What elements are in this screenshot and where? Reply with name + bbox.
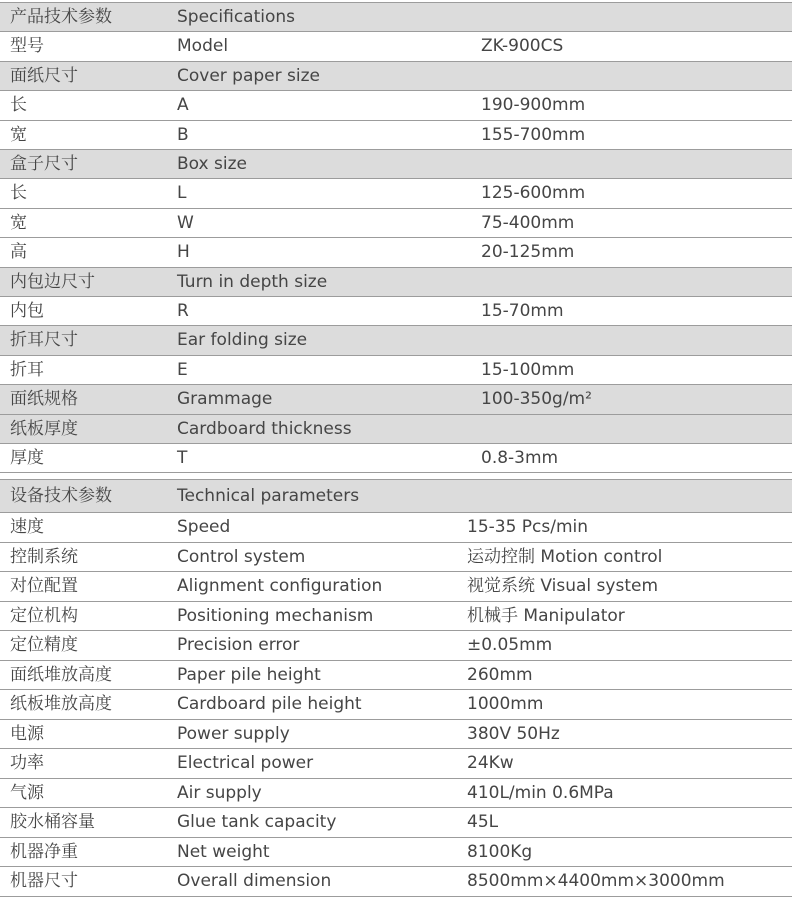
- table-row: [0, 719, 792, 749]
- cell-value: 75-400mm: [481, 212, 575, 233]
- cell-english-label: Positioning mechanism: [177, 605, 374, 626]
- cell-value: 15-35 Pcs/min: [467, 517, 589, 537]
- cell-english-label: Electrical power: [177, 753, 314, 773]
- cell-english-label: Cardboard pile height: [177, 694, 362, 714]
- cell-chinese-label: 定位机构: [10, 605, 78, 626]
- table-row: [0, 778, 792, 808]
- cell-chinese-label: 对位配置: [10, 576, 78, 596]
- cell-chinese-label: 设备技术参数: [10, 486, 112, 506]
- table-row: [0, 355, 792, 384]
- cell-value: 20-125mm: [481, 242, 575, 263]
- cell-english-label: T: [177, 448, 188, 468]
- table-row: [0, 208, 792, 237]
- cell-chinese-label: 产品技术参数: [10, 7, 112, 27]
- cell-english-label: Net weight: [177, 841, 270, 862]
- cell-english-label: Ear folding size: [177, 330, 308, 351]
- cell-english-label: Glue tank capacity: [177, 812, 337, 832]
- section-header-row: [0, 267, 792, 296]
- cell-english-label: H: [177, 242, 190, 263]
- cell-value: ±0.05mm: [467, 635, 553, 655]
- cell-chinese-label: 面纸堆放高度: [10, 664, 112, 685]
- table-row: [0, 866, 792, 896]
- table-bottom-border: [0, 896, 792, 897]
- section-header-row: [0, 149, 792, 178]
- cell-chinese-label: 纸板厚度: [10, 418, 78, 439]
- cell-english-label: Cover paper size: [177, 65, 320, 86]
- cell-english-label: Cardboard thickness: [177, 418, 352, 439]
- table-row: [0, 807, 792, 837]
- cell-chinese-label: 速度: [10, 517, 44, 537]
- cell-value: 运动控制 Motion control: [467, 546, 663, 567]
- cell-value: ZK-900CS: [481, 36, 564, 57]
- table-row: [0, 601, 792, 631]
- cell-chinese-label: 内包边尺寸: [10, 271, 95, 292]
- table-row: [0, 571, 792, 601]
- cell-english-label: R: [177, 301, 189, 321]
- cell-chinese-label: 机器尺寸: [10, 871, 78, 891]
- cell-english-label: Speed: [177, 517, 231, 537]
- section-divider: [0, 472, 792, 473]
- cell-value: 380V 50Hz: [467, 723, 560, 744]
- cell-english-label: B: [177, 124, 189, 145]
- cell-english-label: Control system: [177, 546, 306, 567]
- cell-chinese-label: 面纸尺寸: [10, 65, 78, 86]
- section-header-row: [0, 384, 792, 413]
- cell-english-label: Specifications: [177, 7, 296, 27]
- cell-chinese-label: 电源: [10, 723, 44, 744]
- cell-english-label: L: [177, 183, 187, 204]
- cell-chinese-label: 长: [10, 95, 27, 116]
- cell-english-label: A: [177, 95, 189, 116]
- cell-chinese-label: 控制系统: [10, 546, 78, 567]
- table-row: [0, 178, 792, 207]
- cell-english-label: Model: [177, 36, 229, 57]
- cell-value: 260mm: [467, 664, 533, 685]
- cell-value: 机械手 Manipulator: [467, 605, 625, 626]
- cell-chinese-label: 型号: [10, 36, 44, 57]
- cell-value: 24Kw: [467, 753, 514, 773]
- section-header-row: [0, 2, 792, 31]
- cell-chinese-label: 内包: [10, 301, 44, 321]
- cell-english-label: Power supply: [177, 723, 290, 744]
- table-row: [0, 512, 792, 542]
- cell-english-label: Precision error: [177, 635, 300, 655]
- cell-value: 155-700mm: [481, 124, 586, 145]
- table-row: [0, 660, 792, 690]
- cell-value: 8500mm×4400mm×3000mm: [467, 871, 725, 891]
- cell-english-label: Paper pile height: [177, 664, 321, 685]
- cell-chinese-label: 宽: [10, 212, 27, 233]
- table-row: [0, 542, 792, 572]
- cell-value: 190-900mm: [481, 95, 586, 116]
- cell-chinese-label: 折耳尺寸: [10, 330, 78, 351]
- cell-value: 45L: [467, 812, 499, 832]
- cell-chinese-label: 机器净重: [10, 841, 78, 862]
- table-row: [0, 90, 792, 119]
- cell-chinese-label: 气源: [10, 782, 44, 803]
- cell-value: 410L/min 0.6MPa: [467, 782, 614, 803]
- cell-value: 8100Kg: [467, 841, 533, 862]
- cell-english-label: Grammage: [177, 389, 273, 410]
- table-row: [0, 630, 792, 660]
- table-row: [0, 31, 792, 60]
- cell-chinese-label: 高: [10, 242, 27, 263]
- cell-value: 125-600mm: [481, 183, 586, 204]
- cell-chinese-label: 纸板堆放高度: [10, 694, 112, 714]
- table-row: [0, 748, 792, 778]
- table-row: [0, 296, 792, 325]
- cell-value: 15-100mm: [481, 359, 575, 380]
- cell-english-label: Turn in depth size: [177, 271, 328, 292]
- table-row: [0, 120, 792, 149]
- section-header-row: [0, 414, 792, 443]
- cell-value: 0.8-3mm: [481, 448, 559, 468]
- table-row: [0, 689, 792, 719]
- section-header-row: [0, 479, 792, 512]
- cell-chinese-label: 胶水桶容量: [10, 812, 95, 832]
- cell-english-label: Alignment configuration: [177, 576, 383, 596]
- cell-value: 视觉系统 Visual system: [467, 576, 659, 596]
- table-row: [0, 237, 792, 266]
- cell-english-label: W: [177, 212, 194, 233]
- table-row: [0, 443, 792, 472]
- cell-english-label: Overall dimension: [177, 871, 332, 891]
- cell-chinese-label: 长: [10, 183, 27, 204]
- cell-chinese-label: 功率: [10, 753, 44, 773]
- cell-value: 15-70mm: [481, 301, 564, 321]
- cell-chinese-label: 厚度: [10, 448, 44, 468]
- cell-chinese-label: 定位精度: [10, 635, 78, 655]
- table-row: [0, 837, 792, 867]
- cell-english-label: E: [177, 359, 188, 380]
- cell-english-label: Air supply: [177, 782, 262, 803]
- cell-value: 1000mm: [467, 694, 544, 714]
- cell-chinese-label: 盒子尺寸: [10, 154, 78, 174]
- cell-chinese-label: 面纸规格: [10, 389, 78, 410]
- cell-chinese-label: 宽: [10, 124, 27, 145]
- cell-english-label: Technical parameters: [177, 486, 360, 506]
- section-header-row: [0, 61, 792, 90]
- cell-chinese-label: 折耳: [10, 359, 44, 380]
- cell-value: 100-350g/m²: [481, 389, 592, 410]
- section-header-row: [0, 325, 792, 354]
- cell-english-label: Box size: [177, 154, 247, 174]
